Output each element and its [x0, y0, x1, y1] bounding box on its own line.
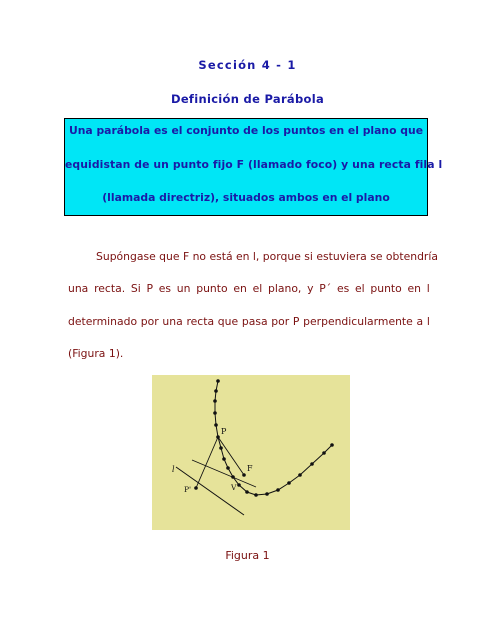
definition-line: equidistan de un punto fijo F (llamado foco) y una recta fila l [65, 158, 443, 171]
word: a [416, 315, 424, 328]
word: es [336, 282, 350, 295]
word: que [217, 315, 239, 328]
paragraph-line [68, 282, 430, 295]
word: recta [186, 315, 215, 328]
definition-line: (llamada directriz), situados ambos en el plano [102, 191, 390, 204]
paragraph-line: Supóngase que F no está en l, porque si estuviera se obtendría [96, 250, 438, 263]
word: y [307, 282, 314, 295]
word: una [68, 282, 89, 295]
word: perpendicularmente [303, 315, 413, 328]
word: punto [196, 282, 228, 295]
perpendicular-line [196, 437, 218, 488]
word: por [271, 315, 290, 328]
figure-1 [152, 375, 350, 530]
label-l: l [172, 465, 175, 474]
word: l [426, 315, 430, 328]
word: por [140, 315, 159, 328]
word: plano, [268, 282, 302, 295]
word: el [252, 282, 263, 295]
paragraph-line: (Figura 1). [68, 347, 124, 360]
word: el [354, 282, 365, 295]
section-title: Sección 4 - 1 [198, 58, 297, 72]
definition-line: Una parábola es el conjunto de los puntos en el plano que [68, 124, 424, 137]
label-p: P [221, 427, 227, 436]
word: P [292, 315, 300, 328]
label-v: V [231, 483, 237, 492]
label-p-prime: P' [184, 485, 192, 494]
word: en [233, 282, 247, 295]
word: recta. [94, 282, 126, 295]
word: un [176, 282, 191, 295]
word: P [146, 282, 153, 295]
figure-caption: Figura 1 [225, 549, 270, 562]
paragraph-line [68, 315, 430, 328]
segment-pf [218, 437, 244, 475]
subtitle: Definición de Parábola [170, 92, 325, 106]
definition-box [64, 118, 443, 216]
word: es [158, 282, 172, 295]
word: l [426, 282, 430, 295]
word: punto [370, 282, 402, 295]
word: pasa [241, 315, 268, 328]
label-f: F [247, 464, 253, 473]
parabola-diagram [152, 375, 350, 530]
word: P´ [319, 282, 332, 295]
word: en [407, 282, 422, 295]
word: una [162, 315, 183, 328]
word: determinado [68, 315, 138, 328]
word: Si [130, 282, 141, 295]
